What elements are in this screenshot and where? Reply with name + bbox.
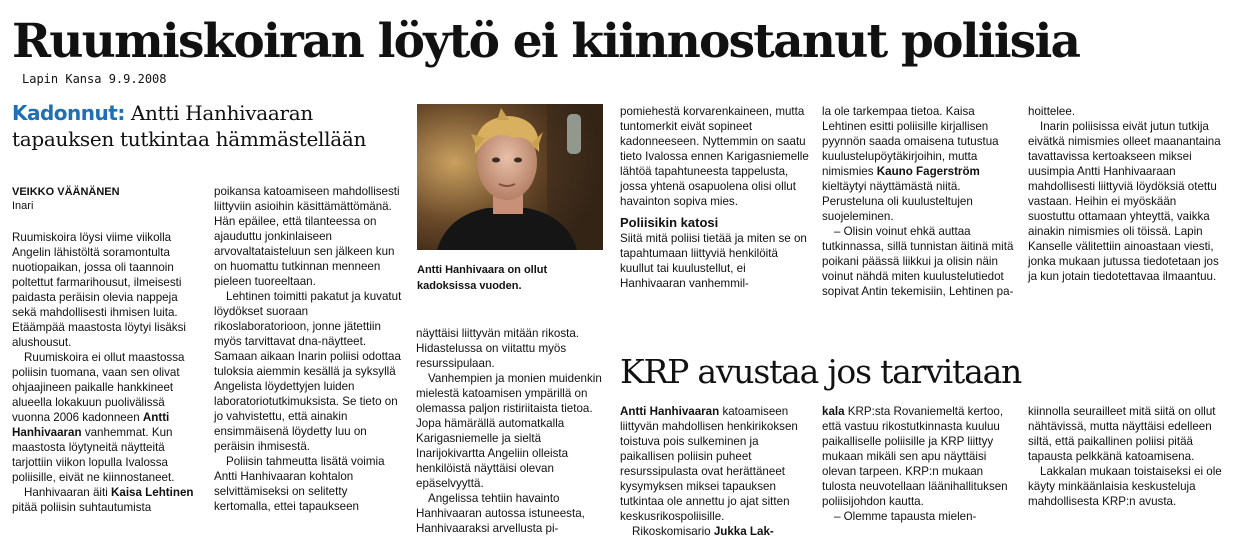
paragraph	[822, 404, 1016, 509]
sidebar-column-3	[1028, 404, 1224, 509]
column-3	[416, 326, 608, 536]
text: KRP:sta Rovaniemeltä kertoo, että vastuu rikostutkinnasta kuuluu paikalliselle poliisille ja KRP liittyy mukaan mikäli sen apu näyttäisi olevan tarpeen. KRP:n mukaan tulosta neuvotellaan läänihallituksen poliisijohdon kautta.	[822, 405, 1008, 508]
portrait-image	[417, 104, 603, 250]
paragraph: hoittelee.	[1028, 105, 1076, 118]
paragraph: Poliisin tahmeutta lisätä voimia Antti Hanhivaaran kohtalon selvittämiseksi on selitetty kertomalla, ettei tapaukseen	[214, 455, 385, 513]
paragraph: Lehtinen toimitti pakatut ja kuvatut löydökset suoraan rikoslaboratorioon, jonne jätettiin myös tarvittavat dna-näytteet. Samaan aikaan Inarin poliisi odottaa tuloksia aiemmin kesällä ja syksyllä Angelista löydettyjen luiden laboratoriotutkimuksista. Se tieto on jo vahvistettu, että ainakin ensimmäisenä löydetty luu on peräisin ihmisestä.	[214, 290, 402, 453]
byline	[12, 185, 120, 213]
paragraph: Vanhempien ja monien muidenkin mielestä katoamisen ympärillä on olemassa paljon ristiriitaista tietoa. Jopa hämärällä automatkalla Karigasniemelle ja sieltä Inarijokivartta Angeliin olleista henkilöistä näyttäisi olevan epäselvyyttä.	[416, 372, 602, 490]
person-name: Kauno Fagerström	[876, 165, 980, 178]
subheadline	[12, 100, 407, 152]
person-name: kala	[822, 405, 845, 418]
paragraph	[620, 524, 814, 539]
paragraph	[12, 350, 204, 485]
text: kieltäytyi näyttämästä niitä. Perusteluna oli kuulusteltujen suojeleminen.	[822, 180, 973, 223]
paragraph: kiinnolla seurailleet mitä siitä on ollut nähtävissä, mutta näyttäisi edelleen siltä, että paikallinen poliisi pitää tapausta pelkkänä katoamisena.	[1028, 405, 1216, 463]
text: la ole tarkempaa tietoa. Kaisa Lehtinen esitti poliisille kirjallisen pyynnön saada omaisena tutustua kuulustelupöytäkirjoihin, mutta nimismies	[822, 105, 999, 178]
paragraph: Siitä mitä poliisi tietää ja miten se on tapahtumaan liittyviä henkilöitä kuullut tai kuulustellut, ei Hanhivaaran vanhemmil-	[620, 232, 807, 290]
section-subhead: Poliisikin katosi	[620, 215, 719, 230]
paragraph: Inarin poliisissa eivät jutun tutkija eivätkä nimismies olleet maanantaina tavattavissa kertoakseen miksei uusimpia Antti Hanhivaaraan mahdollisesti liittyviä löydöksiä otettu vastaan. Heihin ei myöskään suostuttu ottamaan yhteyttä, vaikka ainakin nimismies oli töissä. Lapin Kanselle välitettiin ainoastaan viesti, jonka mukaan jutussa tiedotetaan jos ja kun jotain tiedotettavaa ilmaantuu.	[1028, 120, 1221, 283]
kicker: Kadonnut:	[12, 101, 125, 125]
sidebar-column-2	[822, 404, 1016, 524]
sidebar-title: KRP avustaa jos tarvitaan	[620, 352, 1022, 391]
text: vanhemmat. Kun maastosta löytyneitä näytteitä tarjottiin viikon lopulla Ivalossa poliisille, eivät ne kiinnostaneet.	[12, 426, 175, 484]
column-4	[620, 104, 814, 291]
person-name: Antti Hanhivaaran	[620, 405, 720, 418]
text: pitää poliisin suhtautumista	[12, 501, 152, 514]
text: Rikoskomisario	[632, 525, 714, 538]
paragraph	[620, 404, 814, 524]
paragraph: näyttäisi liittyvän mitään rikosta. Hidastelussa on viitattu myös resurssipulaan.	[416, 327, 580, 370]
paragraph: Ruumiskoira löysi viime viikolla Angelin lähistöltä soramontulta nuotiopaikan, jossa oli taannoin poltettut farmarihousut, ilmeisesti paidasta peräisin olevia nappeja sekä mahdollisesti ihmisen luita. Etäämpää maastosta löytyi lisäksi alushousut.	[12, 231, 186, 349]
sidebar-column-1	[620, 404, 814, 539]
person-name: Jukka Lak-	[713, 525, 774, 538]
text: katoamiseen liittyvän mahdollisen henkirikoksen toistuva pois sulkeminen ja paikallisen poliisin puheet resurssipulasta ovat herättäneet kysymyksen miksei tapauksen tutkintaa ole annettu jo ajat sitten keskusrikospoliisille.	[620, 405, 798, 523]
paragraph: – Olemme tapausta mielen-	[834, 510, 977, 523]
column-6	[1028, 104, 1224, 284]
paragraph: poikansa katoamiseen mahdollisesti liittyviin asioihin käsittämättömänä. Hän epäilee, että tilanteessa on ajauduttu jonkinlaiseen arvovaltataisteluun sen jälkeen kun on huomattu tutkinnan menneen pieleen tuoreeltaan.	[214, 185, 400, 288]
source-label: Lapin Kansa 9.9.2008	[18, 72, 171, 86]
headline: Ruumiskoiran löytö ei kiinnostanut poliisia	[12, 14, 1080, 69]
paragraph: Lakkalan mukaan toistaiseksi ei ole käyty minkäänlaisia keskusteluja mahdollisesta KRP:n avusta.	[1028, 465, 1222, 508]
paragraph	[12, 485, 204, 515]
text: Hanhivaaran äiti	[24, 486, 112, 499]
author: VEIKKO VÄÄNÄNEN	[12, 186, 120, 198]
subheadline-text: Antti Hanhivaaran tapauksen tutkintaa hämmästellään	[12, 101, 367, 151]
location: Inari	[12, 200, 34, 212]
paragraph	[822, 104, 1016, 224]
column-2	[214, 184, 406, 514]
paragraph: pomiehestä korvarenkaineen, mutta tuntomerkit eivät sopineet kadonneeseen. Nyttemmin on saatu tieto Ivalossa ennen Karigasniemelle lähtöä tapahtuneesta tappelusta, jossa yhtenä osapuolena olisi ollut havainton sopiva mies.	[620, 105, 809, 208]
person-name: Kaisa Lehtinen	[111, 486, 194, 499]
paragraph: – Olisin voinut ehkä auttaa tutkinnassa, sillä tunnistan äitinä mitä poikani päässä liikkui ja olisin näin voinut nähdä miten kuulustelutiedot sopivat Antin tekemisiin, Lehtinen pa-	[822, 225, 1014, 298]
text: Ruumiskoira ei ollut maastossa poliisin tuomana, vaan sen olivat ohjaajineen paikalle hankkineet alueella lokakuun puolivälissä vuonna 2006 kadonneen	[12, 351, 185, 424]
paragraph: Angelissa tehtiin havainto Hanhivaaran autossa istuneesta, Hanhivaaraksi arvellusta pi-	[416, 492, 585, 535]
person-name: Antti Hanhivaaran	[12, 411, 170, 439]
column-5	[822, 104, 1016, 299]
photo-caption: Antti Hanhivaara on ollut kadoksissa vuoden.	[417, 264, 548, 292]
portrait-photo	[417, 104, 603, 250]
column-1	[12, 230, 204, 515]
